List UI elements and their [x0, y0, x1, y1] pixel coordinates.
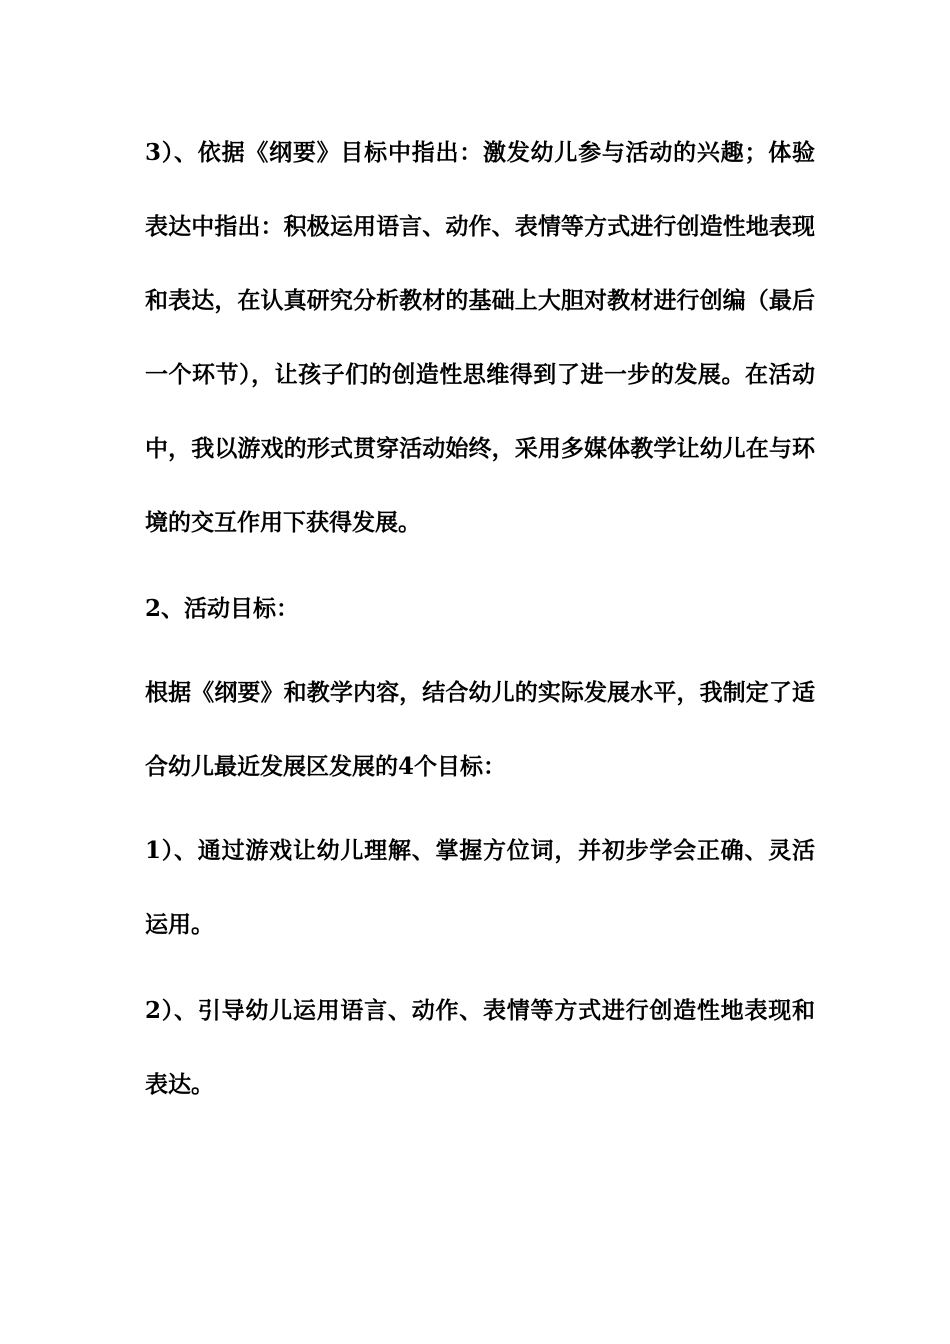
goal-item-1: 1）、通过游戏让幼儿理解、掌握方位词，并初步学会正确、灵活运用。: [145, 837, 815, 938]
paragraph-rationale: 3）、依据《纲要》目标中指出：激发幼儿参与活动的兴趣；体验表达中指出：积极运用语言、动作、表情等方式进行创造性地表现和表达，在认真研究分析教材的基础上大胆对教材进行创编（最后一个环节），让孩子们的创造性思维得到了进一步的发展。在活动中，我以游戏的形式贯穿活动始终，采用多媒体教学让幼儿在与环境的交互作用下获得发展。: [145, 139, 815, 536]
goal-item-2: 2）、引导幼儿运用语言、动作、表情等方式进行创造性地表现和表达。: [145, 997, 815, 1098]
section-heading-activity-goals: 2、活动目标：: [145, 595, 300, 622]
paragraph-goals-intro: 根据《纲要》和教学内容，结合幼儿的实际发展水平，我制定了适合幼儿最近发展区发展的4个目标：: [145, 679, 815, 780]
